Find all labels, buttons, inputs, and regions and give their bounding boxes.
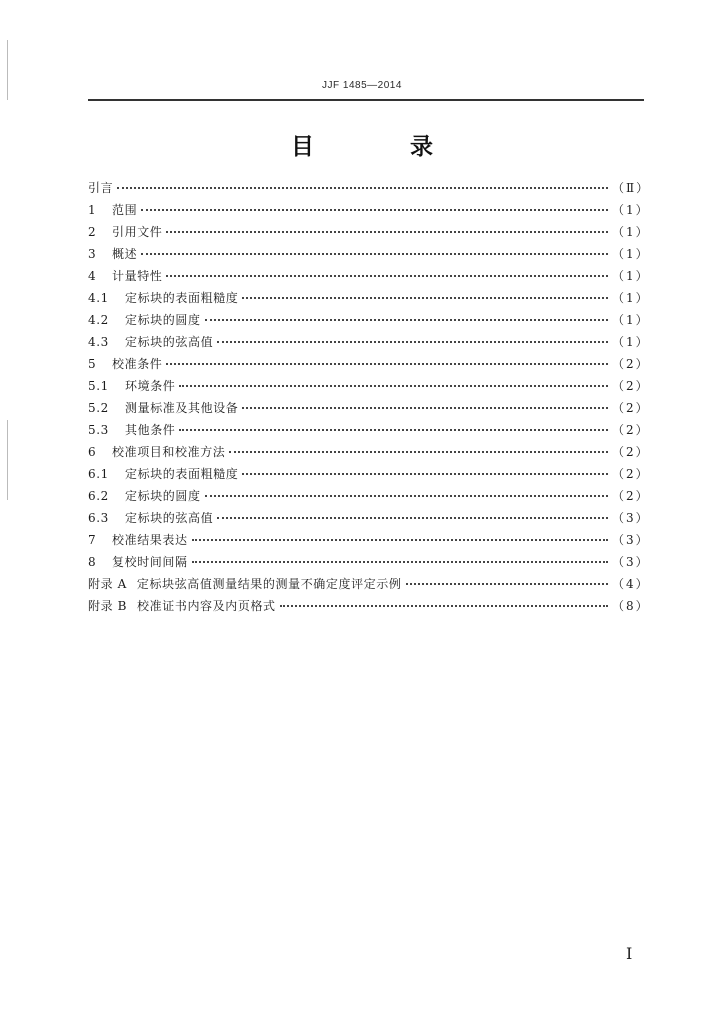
leader-dots [217,516,608,519]
toc-entry-title: 复校时间间隔 [112,555,188,569]
toc-entry-page: （2） [612,489,650,503]
leader-dots [242,406,608,409]
toc-entry [88,309,650,331]
toc-entry-title: 引用文件 [112,225,163,239]
leader-dots [280,604,608,607]
toc-entry-page: （1） [612,203,650,217]
toc-entry [88,485,650,507]
toc-entry-number: 3 [88,247,97,261]
leader-dots [141,208,608,211]
leader-dots [117,186,608,189]
toc-entry-page: （3） [612,533,650,547]
toc-entry [88,397,650,419]
leader-dots [192,538,608,541]
page-number: I [626,944,633,963]
toc-entry-number: 8 [88,555,97,569]
toc-entry [88,551,650,573]
toc-entry-page: （3） [612,511,650,525]
toc-entry-page: （1） [612,247,650,261]
toc-entry-number: 4.1 [88,291,109,305]
leader-dots [205,318,608,321]
toc-entry-title: 测量标准及其他设备 [125,401,239,415]
toc-entry [88,507,650,529]
toc-entry-number: 1 [88,203,97,217]
toc-entry-title: 其他条件 [125,423,176,437]
leader-dots [179,384,608,387]
toc-entry-title: 定标块的弦高值 [125,335,214,349]
toc-entry-number: 2 [88,225,97,239]
toc-entry-page: （2） [612,423,650,437]
leader-dots [217,340,608,343]
toc-entry-title: 计量特性 [112,269,163,283]
toc-entry-page: （3） [612,555,650,569]
leader-dots [179,428,608,431]
leader-dots [166,274,608,277]
toc-entry-title: 定标块弦高值测量结果的测量不确定度评定示例 [136,577,402,591]
page-title: 目 录 [290,134,477,160]
toc-entry-number: 附录 A [88,577,127,591]
toc-entry-page: （1） [612,269,650,283]
leader-dots [242,296,608,299]
toc-entry [88,331,650,353]
toc-entry-title: 定标块的表面粗糙度 [125,467,239,481]
toc-entry-title: 引言 [88,181,114,195]
toc-entry-page: （2） [612,401,650,415]
toc-entry [88,595,650,617]
header-rule [88,99,644,101]
toc-entry-page: （1） [612,291,650,305]
toc-entry-page: （2） [612,467,650,481]
toc-entry-number: 4.3 [88,335,109,349]
toc-entry-number: 7 [88,533,97,547]
toc-entry-page: （8） [612,599,650,613]
toc-entry-title: 概述 [112,247,138,261]
toc-entry-title: 定标块的表面粗糙度 [125,291,239,305]
toc-entry-number: 6.3 [88,511,109,525]
toc-entry-number: 5 [88,357,97,371]
toc-entry-page: （2） [612,357,650,371]
toc-entry-title: 范围 [112,203,138,217]
toc-entry [88,199,650,221]
leader-dots [192,560,608,563]
leader-dots [205,494,608,497]
toc-entry-title: 校准证书内容及内页格式 [137,599,276,613]
leader-dots [166,362,608,365]
toc-entry-number: 6 [88,445,97,459]
leader-dots [242,472,608,475]
toc-entry-page: （1） [612,335,650,349]
toc-entry [88,353,650,375]
toc-entry-number: 5.3 [88,423,109,437]
scan-edge-mark [7,420,8,500]
toc-entry [88,221,650,243]
toc-entry-page: （Ⅱ） [612,181,651,195]
toc-entry [88,375,650,397]
toc-entry [88,529,650,551]
toc-entry-number: 4 [88,269,97,283]
document-code-header: JJF 1485—2014 [322,80,402,91]
toc-entry-page: （1） [612,225,650,239]
toc-entry [88,243,650,265]
toc-entry-number: 5.1 [88,379,109,393]
scan-edge-mark [7,40,8,100]
toc-entry [88,463,650,485]
toc-entry-page: （2） [612,379,650,393]
table-of-contents [88,177,651,617]
leader-dots [166,230,608,233]
toc-entry-page: （1） [612,313,650,327]
toc-entry-page: （4） [612,577,650,591]
toc-entry-title: 定标块的圆度 [125,313,201,327]
toc-entry [88,573,650,595]
toc-entry-number: 6.2 [88,489,109,503]
leader-dots [229,450,608,453]
toc-entry [88,287,650,309]
toc-entry-title: 定标块的圆度 [125,489,201,503]
toc-entry [88,441,650,463]
toc-entry [88,265,650,287]
toc-entry-title: 校准结果表达 [112,533,188,547]
toc-entry-title: 校准条件 [112,357,163,371]
toc-entry-number: 附录 B [88,599,128,613]
leader-dots [141,252,608,255]
toc-entry-title: 定标块的弦高值 [125,511,214,525]
toc-entry-title: 校准项目和校准方法 [112,445,226,459]
toc-entry-title: 环境条件 [125,379,176,393]
leader-dots [406,582,609,585]
toc-entry-number: 6.1 [88,467,109,481]
toc-entry-number: 5.2 [88,401,109,415]
toc-entry [88,177,651,199]
toc-entry [88,419,650,441]
toc-entry-number: 4.2 [88,313,109,327]
toc-entry-page: （2） [612,445,650,459]
